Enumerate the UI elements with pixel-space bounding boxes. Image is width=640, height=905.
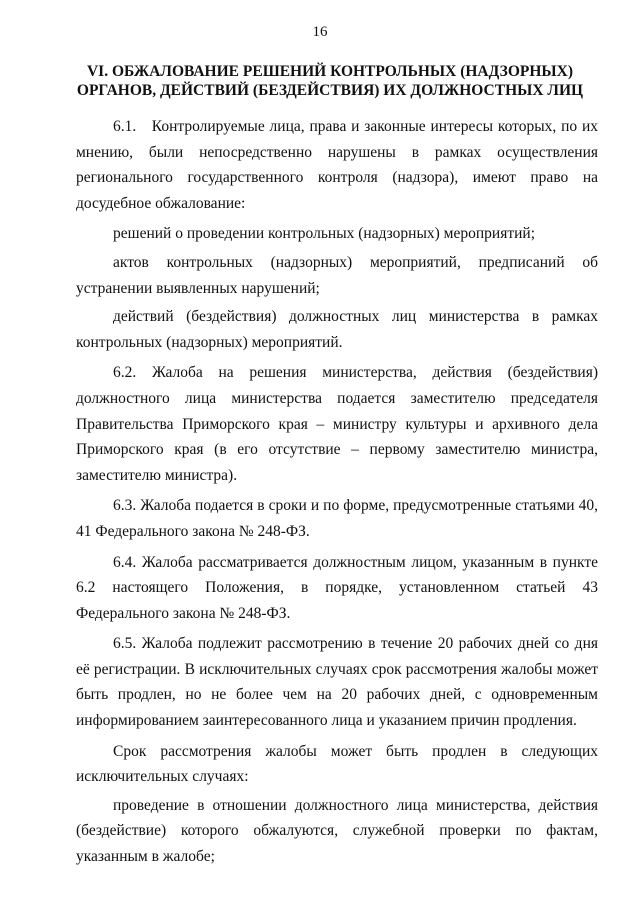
paragraph-6-3: 6.3. Жалоба подается в сроки и по форме, предусмотренные статьями 40, 41 Федерального закона № 248-ФЗ. [76, 497, 598, 540]
list-item-actions: действий (бездействия) должностных лиц министерства в рамках контрольных (надзорных) мероприятий. [76, 308, 598, 351]
paragraph-6-1: 6.1. Контролируемые лица, права и законные интересы которых, по их мнению, были непосредственно нарушены в рамках осуществления регионального государственного контроля (надзора), имеют право на досудебное обжалование: [76, 118, 598, 212]
paragraph-6-2: 6.2. Жалоба на решения министерства, действия (бездействия) должностного лица министерства подается заместителю председателя Правительства Приморского края – министру культуры и архивного дела Приморского края (в его отсутствие – первому заместителю министра, заместителю министра). [76, 364, 598, 484]
list-item-internal-check: проведение в отношении должностного лица министерства, действия (бездействие) которого обжалуются, служебной проверки по фактам, указанным в жалобе; [76, 796, 598, 866]
paragraph-extension-cases: Срок рассмотрения жалобы может быть продлен в следующих исключительных случаях: [76, 742, 598, 786]
list-item-decisions: решений о проведении контрольных (надзорных) мероприятий; [113, 225, 536, 243]
document-body [76, 114, 598, 875]
page-number: 16 [312, 24, 328, 40]
section-heading-line-2: ОРГАНОВ, ДЕЙСТВИЙ (БЕЗДЕЙСТВИЯ) ИХ ДОЛЖНОСТНЫХ ЛИЦ [76, 82, 584, 99]
paragraph-6-4: 6.4. Жалоба рассматривается должностным лицом, указанным в пункте 6.2 настоящего Положения, в порядке, установленном статьей 43 Федерального закона № 248-ФЗ. [76, 553, 598, 622]
paragraph-6-5: 6.5. Жалоба подлежит рассмотрению в течение 20 рабочих дней со дня её регистрации. В исключительных случаях срок рассмотрения жалобы может быть продлен, но не более чем на 20 рабочих дней, с одновременным информированием заинтересованного лица и указанием причин продления. [76, 635, 598, 730]
section-heading-line-1: VI. ОБЖАЛОВАНИЕ РЕШЕНИЙ КОНТРОЛЬНЫХ (НАДЗОРНЫХ) [86, 63, 574, 80]
section-heading [70, 62, 590, 100]
list-item-acts: актов контрольных (надзорных) мероприятий, предписаний об устранении выявленных нарушений; [76, 253, 598, 297]
